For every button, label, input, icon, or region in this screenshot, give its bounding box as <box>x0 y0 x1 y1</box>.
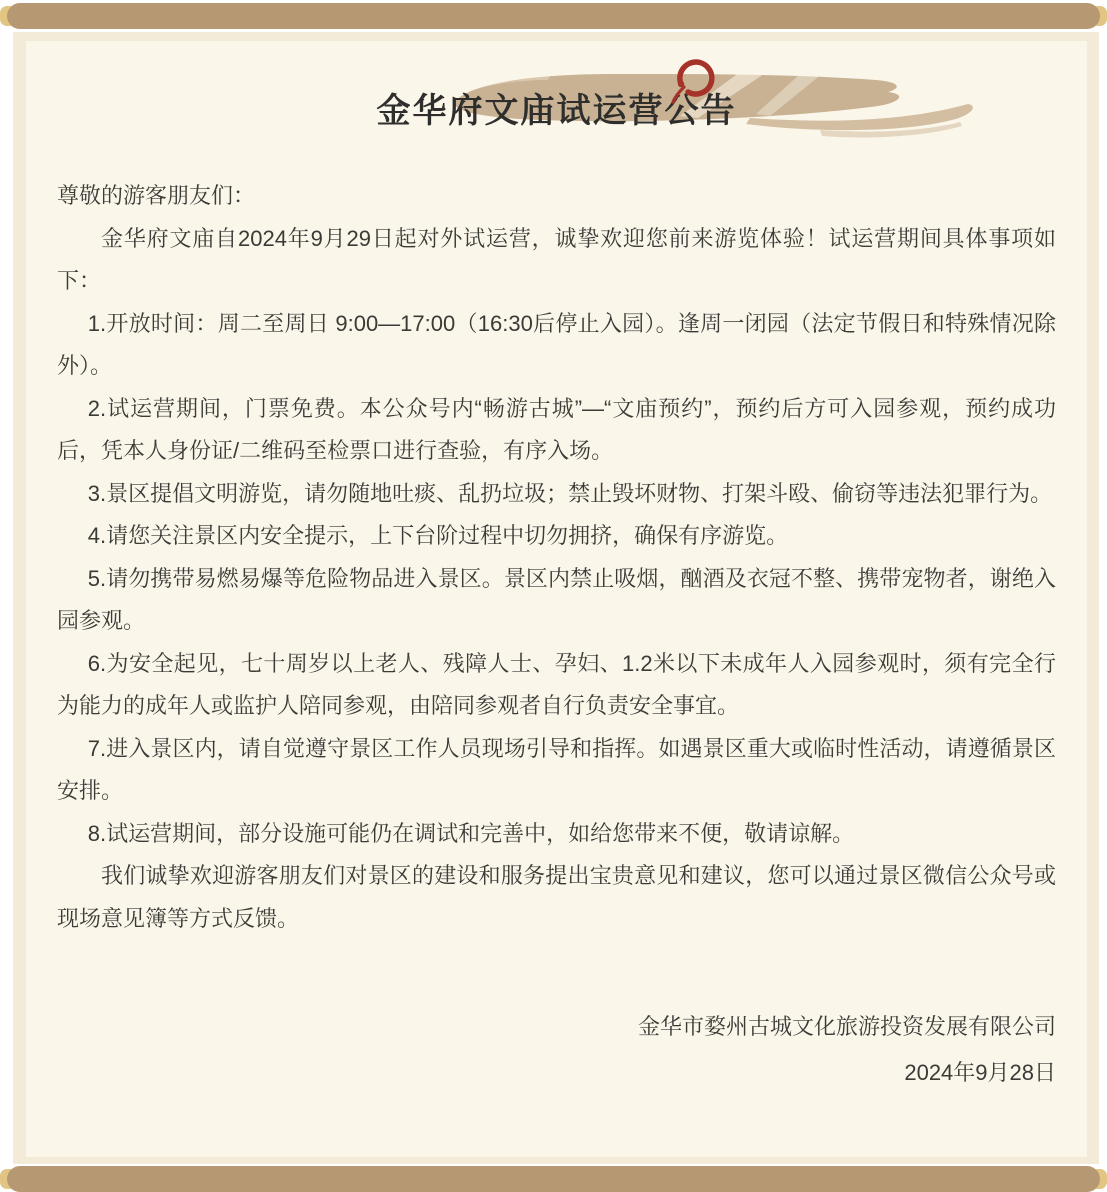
closing-paragraph: 我们诚挚欢迎游客朋友们对景区的建设和服务提出宝贵意见和建议，您可以通过景区微信公众号或现场意见簿等方式反馈。 <box>57 863 1056 931</box>
title-block <box>26 41 1087 175</box>
announcement-panel <box>26 41 1087 1157</box>
notice-item-8: 8.试运营期间，部分设施可能仍在调试和完善中，如给您带来不便，敬请谅解。 <box>87 820 855 846</box>
salutation: 尊敬的游客朋友们： <box>57 183 256 208</box>
red-ink-circle-icon <box>664 55 724 115</box>
notice-item-7: 7.进入景区内，请自觉遵守景区工作人员现场引导和指挥。如遇景区重大或临时性活动，请遵循景区安排。 <box>57 735 1056 803</box>
scroll-rod-bottom <box>0 1166 1107 1192</box>
signature-block <box>57 1004 1056 1096</box>
scroll-rod-bar <box>7 3 1100 29</box>
notice-item-2: 2.试运营期间，门票免费。本公众号内“畅游古城”—“文庙预约”，预约后方可入园参观，预约成功后，凭本人身份证/二维码至检票口进行查验，有序入场。 <box>57 395 1056 463</box>
notice-item-3: 3.景区提倡文明游览，请勿随地吐痰、乱扔垃圾；禁止毁坏财物、打架斗殴、偷窃等违法犯罪行为。 <box>87 480 1053 506</box>
notice-item-6: 6.为安全起见，七十周岁以上老人、残障人士、孕妇、1.2米以下未成年人入园参观时，须有完全行为能力的成年人或监护人陪同参观，由陪同参观者自行负责安全事宜。 <box>57 650 1056 718</box>
notice-item-4: 4.请您关注景区内安全提示，上下台阶过程中切勿拥挤，确保有序游览。 <box>87 523 789 548</box>
signature-date: 2024年9月28日 <box>904 1060 1056 1085</box>
notice-item-1: 1.开放时间：周二至周日 9:00—17:00（16:30后停止入园）。逢周一闭园（法定节假日和特殊情况除外）。 <box>57 310 1056 378</box>
page-title: 金华府文庙试运营公告 <box>376 92 737 130</box>
signature-company: 金华市婺州古城文化旅游投资发展有限公司 <box>637 1014 1056 1039</box>
intro-paragraph: 金华府文庙自2024年9月29日起对外试运营，诚挚欢迎您前来游览体验！试运营期间具体事项如下： <box>57 225 1056 293</box>
scroll-rod-bar <box>7 1166 1100 1192</box>
notice-item-5: 5.请勿携带易燃易爆等危险物品进入景区。景区内禁止吸烟，酗酒及衣冠不整、携带宠物者，谢绝入园参观。 <box>57 565 1056 633</box>
announcement-body <box>26 175 1087 1096</box>
scroll-rod-top <box>0 3 1107 29</box>
scroll-paper <box>13 32 1099 1164</box>
